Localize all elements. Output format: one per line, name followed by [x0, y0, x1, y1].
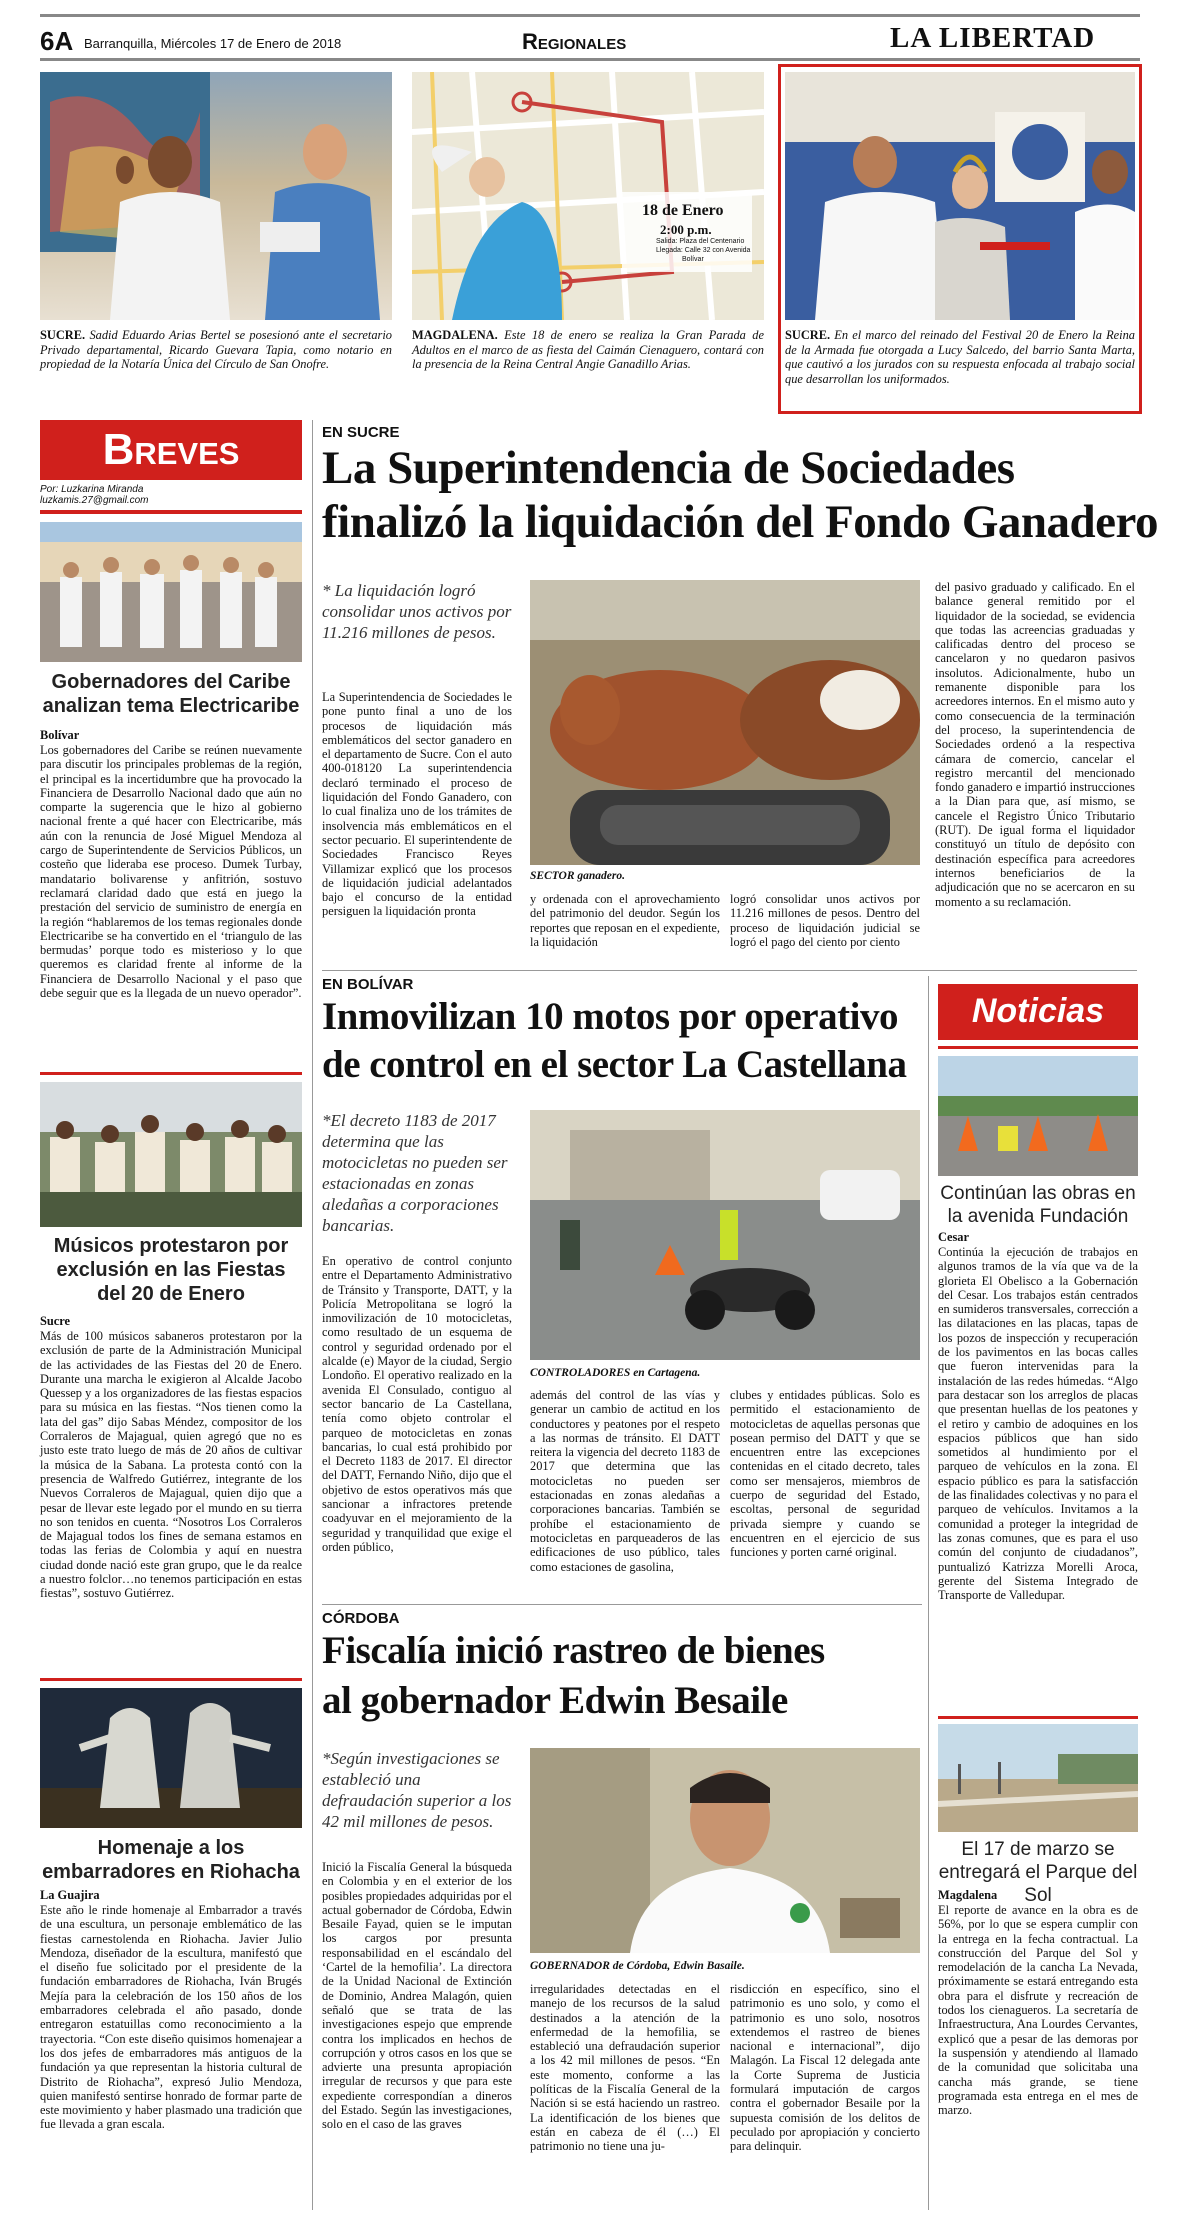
story3-col3: risdicción en específico, sino el patrimonio es uno solo, y como el patrimonio es uno solo, nosotros extendemos el rastreo de bienes nacional e internacional”, dijo Malagón. La Fiscal 12 delegada ante la Corte Suprema de Justicia formulará imputación de cargos contra el gobernador Besaile por la supuesta comisión de los delitos de peculado por apropiación y concierto para delinquir.	[730, 1982, 920, 2154]
photo-avenida-fundacion	[938, 1056, 1138, 1176]
section-name: Regionales	[522, 29, 627, 54]
story3-photo-gobernador	[530, 1748, 920, 1953]
story3-headline-line1: Fiscalía inició rastreo de bienes	[322, 1629, 825, 1672]
story2-photo-caption: CONTROLADORES en Cartagena.	[530, 1367, 701, 1379]
breve-rule	[40, 1678, 302, 1681]
map-time: 2:00 p.m.	[660, 222, 712, 237]
breves-byline: Por: Luzkarina Miranda	[40, 484, 144, 495]
breve-3-body: Este año le rinde homenaje al Embarrador a través de una escultura, un personaje emblemático de las fiestas carnestolenda en Riohacha. Javier Julio Mendoza, diseñador de la escultura, manifestó que el diseño fue solicitado por el presidente de la fundación embarradores de Riohacha, Iván Brugés Mejía para la celebración de los 150 años de los embarradores celebrada el año pasado, donde entregaron estatuillas como reconocimiento a la trayectoria. “Con este diseño quisimos homenajear a los dos jefes de embarradores más antiguos de la fundación ya que representan la historia cultural de Distrito de Riohacha”, expresó Julio Mendoza, quien manifestó sentirse honrado de formar parte de este movimiento y haber plasmado una tradición que fue llevada a gran escala.	[40, 1903, 302, 2132]
breve-1-title: Gobernadores del Caribe analizan tema Electricaribe	[42, 671, 300, 717]
story1-headline-line1: La Superintendencia de Sociedades	[322, 442, 1015, 494]
story1-col3: logró consolidar unos activos por 11.216 millones de pesos. Dentro del proceso de liquidación judicial se logró el pago del ciento por ciento	[730, 892, 920, 949]
photo-embarradores	[40, 1688, 302, 1828]
caption-text: Sadid Eduardo Arias Bertel se posesionó ante el secretario Privado departamental, Ricardo Guevara Tapia, como notario en propiedad de la Notaría Única del Círculo de San Onofre.	[40, 328, 392, 372]
story1-photo-cattle	[530, 580, 920, 865]
story1-headline-line2: finalizó la liquidación del Fondo Ganadero	[322, 496, 1159, 548]
caption-notario	[40, 328, 392, 372]
breves-email: luzkamis.27@gmail.com	[40, 495, 149, 506]
breve-1-body: Los gobernadores del Caribe se reúnen nuevamente para discutir los principales problemas de la región, el principal es la incertidumbre que ha provocado la Financiera de Desarrollo Nacional dado que aún no comparte la sugerencia que le hizo al gobierno nacional frente a qué hacer con Electricaribe, más aún con la renuncia de José Miguel Mendoza al cargo de Superintendente de Servicios Públicos, un costeño que lideraba ese proceso. Dumek Turbay, mandatario bolivarense y anfitrión, sostuvo reclamará claridad dado que está en juego la prestación del servicio de suministro de energía en la región “hablaremos de los temas regionales donde Electricaribe se ha convertido en el ‘triangulo de las bermudas’ porque todo es misterioso y lo que queremos es claridad frente al informe de la Financiera de Desarrollo Nacional y el paso que debe seguir que es la llegada de un nuevo operador”.	[40, 743, 302, 1001]
noticia-2-place: Magdalena	[938, 1888, 998, 1902]
dateline: Barranquilla, Miércoles 17 de Enero de 2018	[84, 36, 342, 51]
story1-lede: * La liquidación logró consolidar unos activos por 11.216 millones de pesos.	[322, 581, 512, 642]
photo-notario	[40, 72, 392, 320]
noticia-1-title: Continúan las obras en la avenida Fundación	[940, 1183, 1136, 1227]
story2-col1: En operativo de control conjunto entre el Departamento Administrativo de Tránsito y Transporte, DATT, y la Policía Metropolitana se logró la inmovilización de 10 motocicletas, como resultado de un esquema de control y seguridad ordenado por el alcalde (e) Mayor de la ciudad, Sergio Londoño. El operativo realizado en la avenida El Consulado, contiguo al sector bancario de La Castellana, tenía como objeto controlar el parqueo de motocicletas en zonas bancarias, lo cual está prohibido por el Decreto 1183 de 2017. El director del DATT, Fernando Niño, dijo que el objetivo de estos operativos más que sancionar a infractores pretende coadyuvar en el mejoramiento de la seguridad y tranquilidad que exige el orden público,	[322, 1254, 512, 1554]
noticias-title: Noticias	[971, 992, 1105, 1030]
story2-photo-motos	[530, 1110, 920, 1360]
story2-headline-line2: de control en el sector La Castellana	[322, 1043, 907, 1086]
header-top-rule	[40, 14, 1140, 17]
breve-3-place: La Guajira	[40, 1888, 100, 1902]
photo-gobernadores	[40, 522, 302, 662]
photo-parque-del-sol	[938, 1724, 1138, 1832]
noticia-1-body: Continúa la ejecución de trabajos en algunos tramos de la vía que va de la glorieta El Obelisco a la Gobernación del Cesar. Los trabajos están centrados en sumideros transversales, corrección a las dilataciones en las placas, tapas de los pozos de inspección y recuperación de los pavimentos en las bocas calles que fueron intervenidas para la instalación de las redes húmedas. “Algo para destacar son los arreglos de placas que presentan huellas de los peatones y el retiro y cambio de adoquines en los espacios públicos que han sido sometidos al hundimiento por el parqueo de vehículos en la zona. El espacio público es para la satisfacción de las finalidades colectivas y no para el parqueo de vehículos. Invitamos a la comunidad a proteger la integridad de las zonas comunes, que es para el uso común del conjunto de ciudadanos”, puntualizó Katrizza Morelli Aroca, gerente del Sistema Integrado de Transporte de Valledupar.	[938, 1245, 1138, 1603]
breve-rule	[40, 1072, 302, 1075]
story-divider	[322, 1604, 922, 1605]
breves-rule	[40, 510, 302, 514]
noticias-rule	[938, 1046, 1138, 1049]
story2-lede: *El decreto 1183 de 2017 determina que las motocicletas no pueden ser estacionadas en zonas aledañas a corporaciones bancarias.	[322, 1111, 508, 1235]
story2-headline-line1: Inmovilizan 10 motos por operativo	[322, 995, 898, 1038]
breve-2-title: Músicos protestaron por exclusión en las Fiestas del 20 de Enero	[53, 1235, 289, 1305]
caption-tag: SUCRE.	[785, 328, 831, 342]
brand-logo: LA LIBERTAD	[890, 22, 1096, 54]
story2-col2: además del control de las vías y generar un cambio de actitud en los conductores y peatones por el respeto a las normas de tránsito. El DATT reitera la vigencia del decreto 1183 de 2017 que determina que las motocicletas no pueden ser estacionadas en zonas aledañas a corporaciones bancarias. También se prohíbe el estacionamiento de motocicletas en parqueaderos de las edificaciones de uso público, tales como estaciones de gasolina,	[530, 1388, 720, 1574]
caption-parada	[412, 328, 764, 372]
noticia-2-body: El reporte de avance en la obra es de 56%, por lo que se espera cumplir con la entrega en la fecha contractual. La construcción del Parque del Sol y remodelación de la cancha La Nevada, próximamente se estará entregando esta obra para el disfrute y recreación de todos los cienagueros. La secretaría de Infraestructura, Ana Lourdes Cervantes, explicó que a pesar de las demoras por la suspensión y atendiendo al llamado de la comunidad que solicitaba una cancha más grande, se tiene programada esta entrega en el mes de marzo.	[938, 1903, 1138, 2118]
story1-kicker: EN SUCRE	[322, 424, 400, 441]
noticia-1-place: Cesar	[938, 1230, 969, 1244]
noticias-rule	[938, 1716, 1138, 1719]
story3-photo-caption: GOBERNADOR de Córdoba, Edwin Basaile.	[530, 1960, 745, 1972]
header-bottom-rule	[40, 58, 1140, 61]
photo-parada-map	[412, 72, 764, 320]
story2-kicker: EN BOLÍVAR	[322, 976, 414, 993]
breve-3-title: Homenaje a los embarradores en Riohacha	[42, 1837, 300, 1883]
breve-2-place: Sucre	[40, 1314, 71, 1328]
map-note-salida: Salida: Plaza del Centenario	[656, 238, 745, 245]
page-number: 6A	[40, 26, 74, 56]
breves-title: Breves	[102, 425, 240, 474]
story1-photo-caption: SECTOR ganadero.	[530, 870, 626, 882]
map-note-bolivar: Bolívar	[682, 256, 704, 263]
caption-tag: MAGDALENA.	[412, 328, 498, 342]
story1-col2: y ordenada con el aprovechamiento del patrimonio del deudor. Según los reportes que reposan en el expediente, la liquidación	[530, 892, 720, 949]
story3-kicker: CÓRDOBA	[322, 1610, 400, 1627]
map-date: 18 de Enero	[642, 202, 724, 219]
photo-reina-armada	[785, 72, 1135, 320]
breve-1-place: Bolívar	[40, 728, 80, 742]
column-divider	[928, 976, 929, 2210]
photo-musicos	[40, 1082, 302, 1227]
caption-armada	[785, 328, 1135, 386]
story-divider	[322, 970, 1137, 971]
noticia-2-title: El 17 de marzo se entregará el Parque del Sol	[938, 1839, 1138, 1906]
story3-col2: irregularidades detectadas en el manejo de los recursos de la salud destinados a la atención de la enfermedad de la hemofilia, se estableció una defraudación superior a los 42 mil millones de pesos. “En este momento, conforme a las políticas de la Fiscalía General de la Nación si se está haciendo un rastreo. La identificación de los bienes que están en cabeza de él (…) El patrimonio no tiene una ju-	[530, 1982, 720, 2154]
story3-lede: *Según investigaciones se estableció una defraudación superior a los 42 mil millones de pesos.	[322, 1749, 512, 1831]
column-divider	[312, 420, 313, 2210]
caption-text: Este 18 de enero se realiza la Gran Parada de Adultos en el marco de as fiesta del Caimán Cienaguero, contará con la presencia de la Reina Central Angie Ganadillo Arias.	[412, 328, 764, 372]
caption-text: En el marco del reinado del Festival 20 de Enero la Reina de la Armada fue otorgada a Lucy Salcedo, del barrio Santa Marta, que cautivó a los jurados con su respuesta enfocada al trabajo social que desarrollan los uniformados.	[785, 328, 1135, 386]
breve-2-body: Más de 100 músicos sabaneros protestaron por la exclusión de parte de la Administración Municipal de las actividades de las Fiestas del 20 de Enero. Durante una marcha le exigieron al Alcalde Jacobo Quessep y a los organizadores de las fiestas espacios para su música en las fiestas. “Nos tienen como la lata del gas” dijo Sabas Méndez, compositor de los Corraleros de Majagual, quien agregó que no es justo este trato luego de más de 20 años de cultivar la música de la Sabana. La protesta contó con la presencia de Walfredo Gutiérrez, integrante de los Nuevos Corraleros de Majagual, quien dijo que a pesar de llevar este legado por el mundo en su tierra no son tenidos en cuenta. “Nosotros Los Corraleros de Majagual todos los fines de semana estamos en todas las ferias de Colombia y aquí en nuestra ciudad donde nació este gran grupo, que le da realce a nuestro folclor…no tenemos participación en estas fiestas”, sostuvo Gutiérrez.	[40, 1329, 302, 1601]
story3-col1: Inició la Fiscalía General la búsqueda en Colombia y en el exterior de los posibles propiedades adquiridas por el actual gobernador de Córdoba, Edwin Besaile Fayad, quien se le imputan los cargos por presunta responsabilidad en el escándalo del ‘Cartel de la hemofilia’. La directora de la Unidad Nacional de Extinción de Dominio, Andrea Malagón, quien señaló que se trata de las investigaciones espejo que emprende contra los implicados en hechos de corrupción y otros casos en los que se advierte una presunta apropiación irregular de recursos y que para este expediente correspondían a dineros del Estado. Según las investigaciones, solo en el caso de las graves	[322, 1860, 512, 2132]
story2-col3: clubes y entidades públicas. Solo es permitido el estacionamiento de motocicletas de aquellas personas que posean permiso del DATT y que se encuentren entre las excepciones contenidas en el citado decreto, tales como ser mensajeros, miembros de cuerpo de seguridad del Estado, escoltas, personal de seguridad privada siempre y cuando se encuentren en el ejercicio de sus funciones y porten carné original.	[730, 1388, 920, 1560]
story1-col4: del pasivo graduado y calificado. En el balance general remitido por el liquidador de la sociedad, se evidencia que todas las acreencias graduadas y calificadas dentro del proceso se cancelaron y no quedaron pasivos insolutos. Adicionalmente, hubo un remanente disponible para los acreedores internos. En el mismo auto y como consecuencia de la terminación del proceso, la superintendencia de Sociedades ordenó a la respectiva cámara de comercio, cancelar el registro mercantil del mencionado fondo ganadero e impartió instrucciones a la Dian para que, así mismo, se cancele el Registro Único Tributario (RUT). De igual forma el liquidador constituyó un título de depósito con destinación específica para acreedores internos beneficiarios de la adjudicación que no se acercaron en su momento a su reclamación.	[935, 580, 1135, 909]
story1-col1: La Superintendencia de Sociedades le pone punto final a uno de los procesos de liquidación más emblemáticos del sector ganadero en el departamento de Sucre. Con el auto 400-018120 La superintendencia declaró terminado el proceso de liquidación del Fondo Ganadero, con lo cual finaliza uno de los trámites de insolvencia más emblemáticos en el sector pecuario. El superintendente de Sociedades Francisco Reyes Villamizar explicó que los procesos de liquidación judicial adelantados bajo el concurso de la entidad persiguen la liquidación pronta	[322, 690, 512, 919]
map-note-llegada: Llegada: Calle 32 con Avenida	[656, 247, 751, 254]
caption-tag: SUCRE.	[40, 328, 86, 342]
story3-headline-line2: al gobernador Edwin Besaile	[322, 1679, 788, 1722]
